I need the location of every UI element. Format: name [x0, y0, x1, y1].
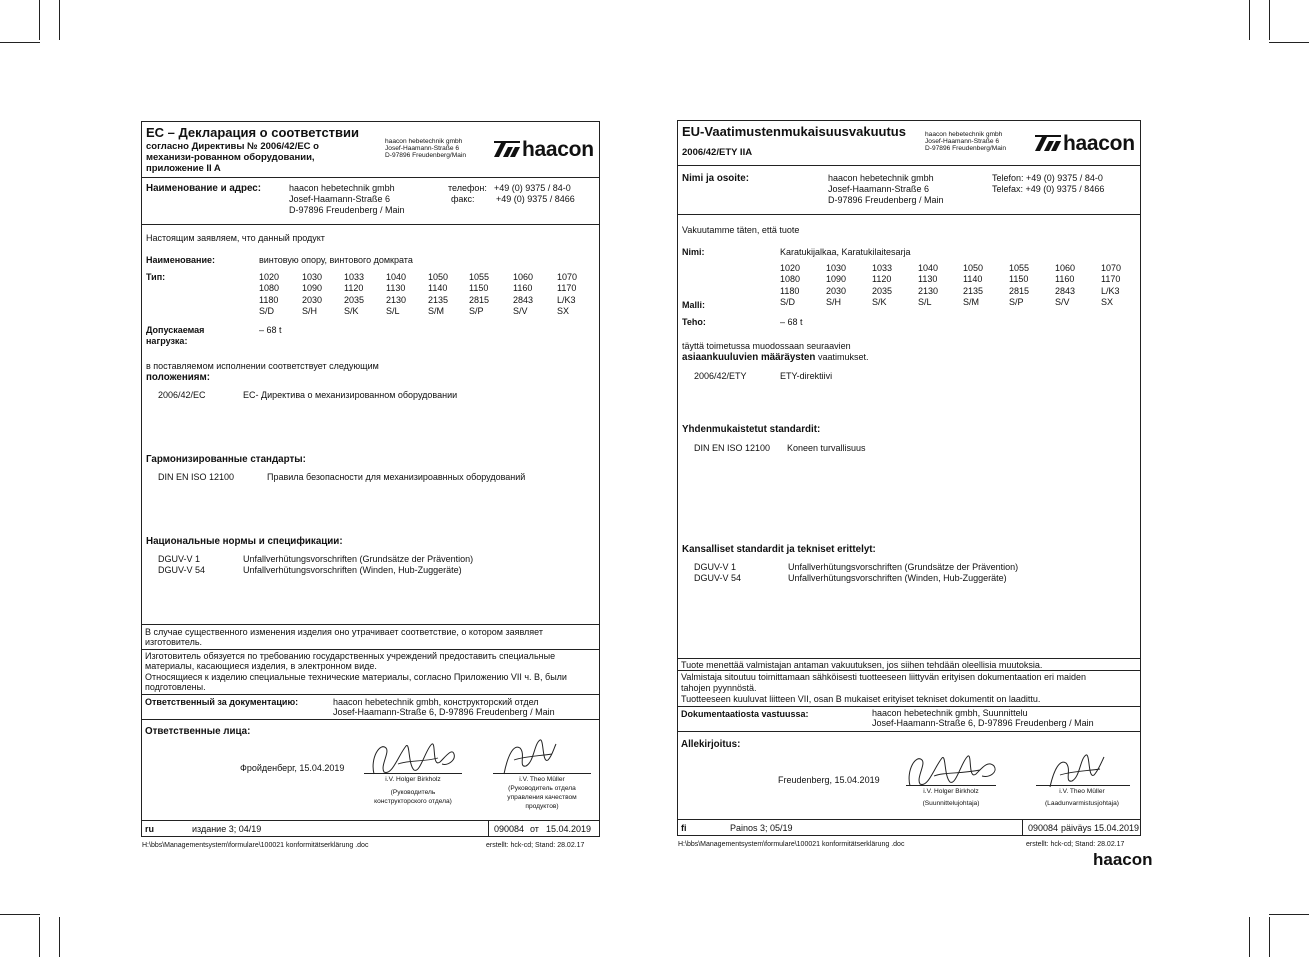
- ru-grid-cell: 1170: [557, 283, 577, 294]
- fi-oblig-1: Valmistaja sitoutuu toimittamaan sähköisesti tuotteeseen liittyvän erityisen dokumentaation eri maiden: [681, 672, 1087, 682]
- ru-lang: ru: [145, 824, 154, 834]
- fi-name-value: Karatukijalkaa, Karatukilaitesarja: [780, 247, 911, 257]
- fi-nat-text-1: Unfallverhütungsvorschriften (Grundsätze der Prävention): [788, 562, 1019, 572]
- fi-grid-cell: 2030: [826, 285, 847, 296]
- ru-edition: издание 3; 04/19: [192, 824, 262, 834]
- ru-grid-cell: 1120: [344, 283, 364, 294]
- ru-grid-cell: S/P: [469, 306, 484, 317]
- ru-grid-cell: 2815: [469, 294, 490, 305]
- fi-place-date: Freudenberg, 15.04.2019: [778, 775, 880, 785]
- ru-nat-text-1: Unfallverhütungsvorschriften (Grundsätze der Prävention): [243, 554, 474, 564]
- fi-grid-cell: 1030: [826, 263, 847, 273]
- fi-address-label: Nimi ja osoite:: [682, 173, 749, 184]
- fi-grid-cell: S/H: [826, 297, 842, 308]
- ru-signer2-role-2: управления качеством: [507, 794, 577, 801]
- ru-signer2-role-1: (Руководитель отдела: [508, 785, 576, 792]
- ru-company-small-1: haacon hebetechnik gmbh: [385, 138, 463, 145]
- declaration-fi: [677, 120, 1141, 836]
- ru-phone: +49 (0) 9375 / 84-0: [494, 183, 571, 193]
- ru-type-label: Тип:: [146, 272, 166, 282]
- fi-conform-bold: asiaankuuluvien määräysten: [682, 352, 816, 363]
- ru-signer1-name: i.V. Holger Birkholz: [385, 776, 441, 783]
- fi-grid-cell: SX: [1101, 297, 1114, 308]
- ru-grid-cell: 1055: [469, 272, 490, 282]
- ru-signer2-role-3: продуктов): [525, 803, 559, 810]
- ru-harm-heading: Гармонизированные стандарты:: [146, 454, 306, 465]
- ru-change-note-2: изготовитель.: [145, 637, 203, 647]
- ru-grid-cell: 1090: [302, 283, 323, 294]
- ru-grid-cell: S/V: [513, 306, 528, 317]
- ru-subtitle-3: приложение II A: [146, 163, 221, 174]
- fi-grid-cell: 2843: [1055, 285, 1076, 296]
- fi-grid-cell: S/V: [1055, 297, 1070, 308]
- ru-docresp-2: Josef-Haamann-Straße 6, D-97896 Freudenberg / Main: [333, 707, 555, 717]
- ru-grid-cell: S/L: [386, 306, 400, 317]
- fi-logo-text: haacon: [1063, 132, 1135, 155]
- ru-place-date: Фройденберг, 15.04.2019: [240, 763, 345, 773]
- fi-harm-text: Koneen turvallisuus: [787, 443, 866, 453]
- fi-grid-row: [780, 274, 1131, 285]
- ru-harm-code: DIN EN ISO 12100: [158, 472, 235, 482]
- ru-grid-cell: 1033: [344, 272, 365, 282]
- fi-nat-code-1: DGUV-V 1: [694, 562, 737, 572]
- ru-signer1-role-2: конструкторского отдела): [374, 798, 452, 805]
- ru-nat-code-2: DGUV-V 54: [158, 565, 206, 575]
- ru-docresp-label: Ответственный за документацию:: [145, 697, 299, 707]
- fi-grid-cell: 1033: [872, 263, 893, 273]
- ru-nat-text-2: Unfallverhütungsvorschriften (Winden, Hub-Zuggeräte): [243, 565, 462, 575]
- ru-grid-cell: SX: [557, 306, 570, 317]
- fi-change-note: Tuote menettää valmistajan antaman vakuutuksen, jos siihen tehdään oleellisia muutoksia.: [681, 660, 1043, 670]
- fi-haacon-logo: [1035, 133, 1135, 157]
- fi-types-grid: [780, 263, 1131, 309]
- ru-grid-cell: 1140: [428, 283, 448, 294]
- fi-power-label: Teho:: [682, 317, 706, 327]
- fi-lang: fi: [681, 823, 687, 833]
- fi-oblig-3: Tuotteeseen kuuluvat liitteen VII, osan B mukaiset erityiset tekniset dokumentit on laadittu.: [681, 694, 1041, 704]
- ru-directive-text: EC- Директива о механизированном оборудовании: [243, 390, 458, 400]
- ru-grid-cell: 2035: [344, 294, 365, 305]
- ru-signer1-role-1: (Руководитель: [390, 789, 436, 796]
- ru-grid-cell: S/M: [428, 306, 445, 317]
- fi-company-small-2: Josef-Haamann-Straße 6: [925, 138, 1000, 145]
- fi-declare: Vakuutamme täten, että tuote: [682, 225, 800, 235]
- fi-grid-row: [780, 263, 1131, 274]
- haacon-logo-mark-icon: [1035, 135, 1061, 157]
- ru-grid-cell: 1070: [557, 272, 578, 282]
- fi-title: EU-Vaatimustenmukaisuusvakuutus: [682, 124, 906, 139]
- ru-address-1: haacon hebetechnik gmbh: [289, 183, 395, 193]
- ru-address-2: Josef-Haamann-Straße 6: [289, 194, 391, 204]
- fi-grid-cell: 1090: [826, 274, 847, 285]
- declaration-ru: [141, 121, 600, 837]
- fi-grid-cell: 1055: [1009, 263, 1030, 273]
- fi-docresp-1: haacon hebetechnik gmbh, Suunnittelu: [872, 708, 1028, 718]
- ru-grid-cell: 1030: [302, 272, 323, 282]
- ru-grid-cell: 1180: [259, 294, 279, 305]
- fi-grid-cell: 1180: [780, 285, 800, 296]
- ru-grid-row: [259, 295, 587, 306]
- ru-company-small-2: Josef-Haamann-Straße 6: [385, 145, 460, 152]
- ru-oblig-4: подготовлены.: [145, 682, 206, 692]
- fi-docno: 090084: [1028, 823, 1059, 833]
- fi-grid-row: [780, 286, 1131, 297]
- ru-nat-code-1: DGUV-V 1: [158, 554, 201, 564]
- ru-declare: Настоящим заявляем, что данный продукт: [146, 233, 325, 243]
- fi-docresp-label: Dokumentaatiosta vastuussa:: [681, 709, 809, 719]
- fi-edition: Painos 3; 05/19: [730, 823, 793, 833]
- fi-directive-text: ETY-direktiivi: [780, 371, 833, 381]
- fi-signer1-role: (Suunnittelujohtaja): [922, 800, 980, 807]
- fi-harm-heading: Yhdenmukaistetut standardit:: [682, 424, 821, 435]
- fi-grid-cell: S/L: [918, 297, 932, 308]
- ru-title: EC – Декларация о соответствии: [146, 125, 360, 140]
- ru-grid-cell: 2135: [428, 294, 449, 305]
- fi-grid-cell: 1140: [963, 274, 983, 285]
- fi-grid-cell: 1050: [963, 263, 984, 273]
- fi-grid-cell: S/K: [872, 297, 887, 308]
- ru-from-word: от: [530, 824, 539, 834]
- ru-subtitle-1: согласно Директивы № 2006/42/EC о: [146, 141, 319, 152]
- ru-grid-cell: 1020: [259, 272, 280, 282]
- ru-change-note-1: В случае существенного изменения изделия оно утрачивает соответствие, о котором заявляет: [145, 627, 544, 637]
- ru-docresp-1: haacon hebetechnik gmbh, конструкторский отдел: [333, 697, 539, 707]
- ru-types-grid: [259, 272, 587, 318]
- ru-grid-cell: L/K3: [557, 294, 576, 305]
- ru-created: erstellt: hck-cd; Stand: 28.02.17: [486, 842, 585, 849]
- fi-grid-cell: 1070: [1101, 263, 1122, 273]
- fi-file-path: H:\bbs\Managementsystem\formulare\100021 konformitätserklärung .doc: [678, 841, 905, 848]
- ru-oblig-2: материалы, касающиеся изделия, в электронном виде.: [145, 661, 377, 671]
- ru-grid-cell: 1050: [428, 272, 449, 282]
- fi-nat-code-2: DGUV-V 54: [694, 573, 742, 583]
- ru-directive-code: 2006/42/EC: [158, 390, 206, 400]
- fi-name-label: Nimi:: [682, 247, 705, 257]
- ru-haacon-logo: [494, 139, 594, 163]
- bottom-brand: haacon: [1093, 850, 1153, 869]
- fi-grid-cell: 1120: [872, 274, 892, 285]
- fi-created: erstellt: hck-cd; Stand: 28.02.17: [1026, 841, 1125, 848]
- ru-load-label-2: нагрузка:: [146, 336, 188, 346]
- fi-signer2-name: i.V. Theo Müller: [1059, 788, 1105, 795]
- fi-grid-cell: 1040: [918, 263, 939, 273]
- fi-conform-tail: vaatimukset.: [817, 352, 869, 362]
- fi-grid-cell: L/K3: [1101, 285, 1120, 296]
- fi-date-word: päiväys: [1061, 823, 1092, 833]
- ru-grid-cell: S/H: [302, 306, 318, 317]
- ru-name-value: винтовую опору, винтового домкрата: [259, 255, 413, 265]
- fi-conform-sentence: [682, 352, 868, 363]
- ru-conform-line: в поставляемом исполнении соответствует следующим: [146, 361, 379, 371]
- fi-company-small-3: D-97896 Freudenberg/Main: [925, 145, 1007, 152]
- ru-fax: +49 (0) 9375 / 8466: [496, 194, 575, 204]
- fi-conform-line: täyttä toimetussa muodossaan seuraavien: [682, 341, 851, 351]
- ru-signer2-name: i.V. Theo Müller: [519, 776, 565, 783]
- fi-subtitle: 2006/42/ETY IIA: [682, 147, 753, 158]
- fi-directive-code: 2006/42/ETY: [694, 371, 747, 381]
- fi-power-value: – 68 t: [780, 317, 803, 327]
- ru-grid-cell: S/K: [344, 306, 359, 317]
- fi-signer2-role: (Laadunvarmistusjohtaja): [1044, 800, 1120, 807]
- fi-grid-cell: 1170: [1101, 274, 1121, 285]
- fi-phone: Telefon: +49 (0) 9375 / 84-0: [992, 173, 1103, 183]
- ru-fax-label: факс:: [451, 194, 475, 204]
- fi-grid-cell: 1160: [1055, 274, 1075, 285]
- fi-grid-cell: 1150: [1009, 274, 1029, 285]
- fi-company-small-1: haacon hebetechnik gmbh: [925, 131, 1003, 138]
- fi-grid-cell: 2035: [872, 285, 893, 296]
- ru-harm-text: Правила безопасности для механизироавнных оборудований: [267, 472, 526, 482]
- ru-grid-row: [259, 283, 587, 294]
- ru-conform-bold: положениям:: [146, 372, 211, 383]
- ru-grid-cell: 1160: [513, 283, 533, 294]
- ru-grid-cell: 2130: [386, 294, 407, 305]
- ru-name-label: Наименование:: [146, 255, 216, 265]
- ru-grid-cell: 1130: [386, 283, 406, 294]
- ru-subtitle-2: механизи-рованном оборудовании,: [146, 152, 315, 163]
- ru-grid-cell: S/D: [259, 306, 275, 317]
- ru-grid-row: [259, 272, 587, 283]
- fi-grid-cell: 1060: [1055, 263, 1076, 273]
- fi-signer1-name: i.V. Holger Birkholz: [923, 788, 979, 795]
- fi-grid-cell: 1080: [780, 274, 801, 285]
- fi-doc-date: 15.04.2019: [1094, 823, 1140, 833]
- fi-grid-row: [780, 297, 1131, 308]
- ru-grid-cell: 1080: [259, 283, 280, 294]
- ru-grid-cell: 1150: [469, 283, 489, 294]
- ru-grid-cell: 1040: [386, 272, 407, 282]
- ru-oblig-1: Изготовитель обязуется по требованию государственных учреждений предоставить специальные: [145, 651, 556, 661]
- fi-grid-cell: 2130: [918, 285, 939, 296]
- ru-address-label: Наименование и адрес:: [146, 183, 262, 194]
- fi-address-2: Josef-Haamann-Straße 6: [828, 184, 930, 194]
- fi-harm-code: DIN EN ISO 12100: [694, 443, 771, 453]
- ru-oblig-3: Относящиеся к изделию специальные технические материалы, согласно Приложению VII ч. B, были: [145, 672, 567, 682]
- fi-address-1: haacon hebetechnik gmbh: [828, 173, 934, 183]
- ru-grid-cell: 2843: [513, 294, 534, 305]
- fi-nat-heading: Kansalliset standardit ja tekniset erittelyt:: [682, 544, 876, 555]
- fi-signature-mueller: [1046, 749, 1108, 793]
- ru-logo-text: haacon: [522, 138, 594, 161]
- fi-oblig-2: tahojen pyynnöstä.: [681, 683, 757, 693]
- fi-model-label: Malli:: [682, 300, 706, 310]
- ru-nat-heading: Национальные нормы и спецификации:: [146, 536, 343, 547]
- fi-nat-text-2: Unfallverhütungsvorschriften (Winden, Hub-Zuggeräte): [788, 573, 1007, 583]
- fi-address-3: D-97896 Freudenberg / Main: [828, 195, 944, 205]
- ru-responsible-heading: Ответственные лица:: [145, 726, 251, 737]
- fi-fax: Telefax: +49 (0) 9375 / 8466: [992, 184, 1105, 194]
- fi-grid-cell: S/M: [963, 297, 980, 308]
- ru-docno: 090084: [494, 824, 525, 834]
- haacon-logo-mark-icon: [494, 141, 520, 163]
- ru-load-value: – 68 t: [259, 325, 282, 335]
- fi-grid-cell: 2815: [1009, 285, 1030, 296]
- fi-grid-cell: 1130: [918, 274, 938, 285]
- fi-grid-cell: 2135: [963, 285, 984, 296]
- fi-grid-cell: S/D: [780, 297, 796, 308]
- fi-docresp-2: Josef-Haamann-Straße 6, D-97896 Freudenberg / Main: [872, 718, 1094, 728]
- fi-responsible-heading: Allekirjoitus:: [681, 739, 741, 750]
- fi-grid-cell: 1020: [780, 263, 801, 273]
- ru-grid-row: [259, 306, 587, 317]
- ru-grid-cell: 2030: [302, 294, 323, 305]
- ru-load-label-1: Допускаемая: [146, 325, 205, 335]
- ru-company-small-3: D-97896 Freudenberg/Main: [385, 152, 467, 159]
- ru-address-3: D-97896 Freudenberg / Main: [289, 205, 405, 215]
- ru-doc-date: 15.04.2019: [546, 824, 592, 834]
- ru-file-path: H:\bbs\Managementsystem\formulare\100021 konformitätserklärung .doc: [142, 842, 369, 849]
- ru-grid-cell: 1060: [513, 272, 534, 282]
- fi-grid-cell: S/P: [1009, 297, 1024, 308]
- ru-phone-label: телефон:: [448, 183, 487, 193]
